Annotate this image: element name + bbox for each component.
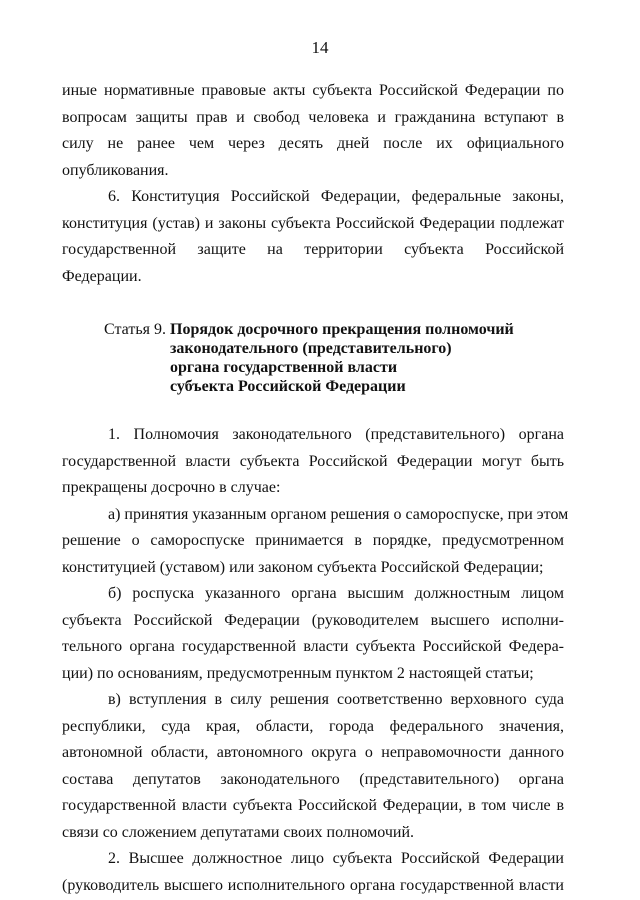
text-line: иные нормативные правовые акты субъекта Российской Федерации по: [62, 82, 564, 99]
article-title: [170, 320, 564, 396]
text-line: Федерации.: [62, 267, 142, 285]
text-line: опубликования.: [62, 161, 169, 179]
text-line: конституция (устав) и законы субъекта Российской Федерации подлежат: [62, 214, 564, 232]
page-number: 14: [311, 38, 329, 57]
text-line: вопросам защиты прав и свобод человека и гражданина вступают в: [62, 108, 564, 126]
article-heading: [62, 320, 564, 396]
text-line: силу не ранее чем через десять дней после их официального: [62, 135, 564, 152]
text-line: автономной области, автономного округа о неправомочности данного: [62, 744, 564, 761]
text-line: конституцией (уставом) или законом субъекта Российской Федерации;: [62, 558, 544, 576]
text-line: 1. Полномочия законодательного (представительного) органа: [108, 426, 564, 443]
text-line: 2. Высшее должностное лицо субъекта Российской Федерации: [108, 850, 564, 867]
text-line: субъекта Российской Федерации (руководителем высшего исполни-: [62, 611, 564, 629]
text-line: (руководитель высшего исполнительного органа государственной власти: [62, 876, 564, 894]
text-line: 6. Конституция Российской Федерации, федеральные законы,: [108, 188, 564, 205]
article-title-line: органа государственной власти: [170, 359, 398, 376]
text-line: государственной защите на территории субъекта Российской: [62, 241, 564, 258]
article-title-line: законодательного (представительного): [170, 340, 452, 357]
text-line: государственной власти субъекта Российской Федерации могут быть: [62, 452, 564, 470]
text-line: состава депутатов законодательного (представительного) органа: [62, 770, 564, 788]
text-line: в) вступления в силу решения соответственно верховного суда: [108, 691, 564, 708]
article-label: Статья 9.: [104, 321, 166, 338]
text-line: ции) по основаниям, предусмотренным пунктом 2 настоящей статьи;: [62, 664, 534, 682]
article-title-line: субъекта Российской Федерации: [170, 378, 406, 395]
text-line: республики, суда края, области, города федерального значения,: [62, 717, 564, 735]
text-line: государственной власти субъекта Российской Федерации, в том числе в: [62, 797, 564, 814]
document-body: [62, 78, 569, 899]
paragraphs-bottom: [62, 422, 569, 899]
text-line: прекращены досрочно в случае:: [62, 479, 281, 496]
text-line: решение о самороспуске принимается в порядке, предусмотренном: [62, 532, 564, 549]
article-title-line: Порядок досрочного прекращения полномочий: [170, 321, 514, 338]
text-line: а) принятия указанным органом решения о самороспуске, при этом: [108, 505, 569, 523]
text-line: б) роспуска указанного органа высшим должностным лицом: [108, 585, 564, 602]
text-line: тельного органа государственной власти субъекта Российской Федера-: [62, 638, 564, 655]
text-line: связи со сложением депутатами своих полномочий.: [62, 823, 415, 841]
paragraphs-top: [62, 78, 564, 290]
